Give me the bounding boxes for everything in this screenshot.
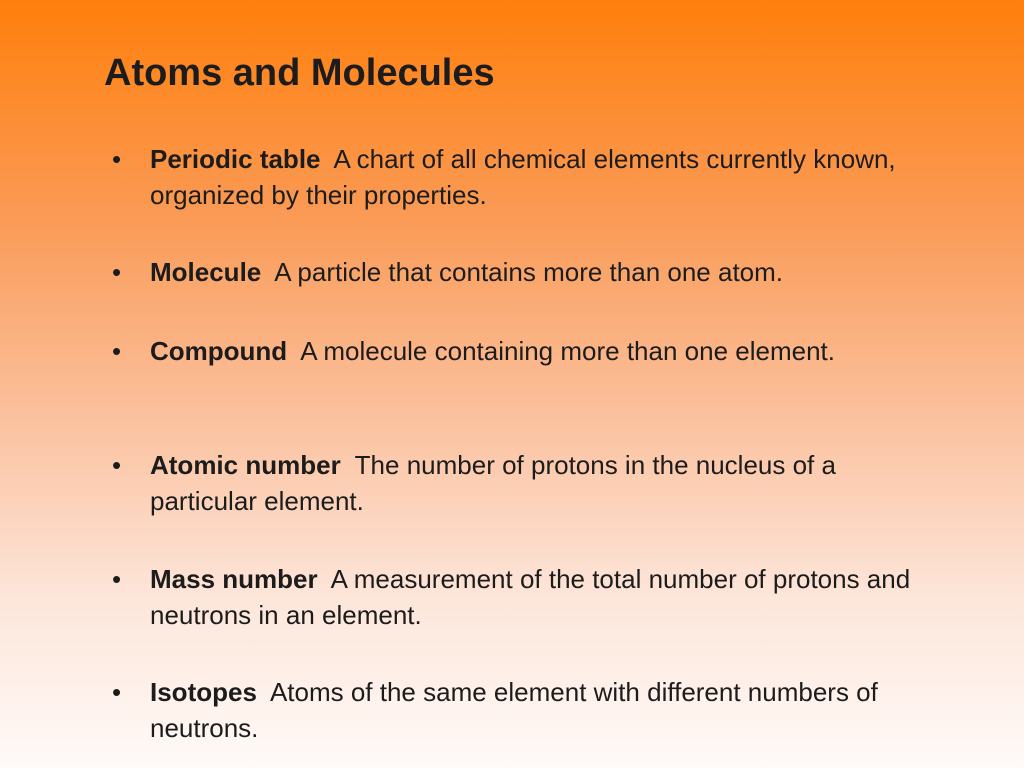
bullet-text xyxy=(150,141,950,213)
term-label: Periodic table xyxy=(150,144,321,174)
definition-text: A chart of all chemical elements currently known, organized by their properties. xyxy=(150,144,896,210)
bullet-text xyxy=(150,447,950,519)
term-label: Molecule xyxy=(150,257,262,287)
bullet-icon: • xyxy=(112,144,122,174)
bullet-text xyxy=(150,333,950,369)
definition-text: A particle that contains more than one atom. xyxy=(274,257,784,287)
bullet-text xyxy=(150,561,950,633)
slide-title: Atoms and Molecules xyxy=(104,52,495,94)
term-label: Mass number xyxy=(150,564,318,594)
definition-text: The number of protons in the nucleus of a particular element. xyxy=(150,450,836,516)
bullet-icon: • xyxy=(112,257,122,287)
bullet-text xyxy=(150,254,950,290)
bullet-icon: • xyxy=(112,677,122,707)
bullet-icon: • xyxy=(112,450,122,480)
bullet-icon: • xyxy=(112,336,122,366)
definition-text: Atoms of the same element with different numbers of neutrons. xyxy=(150,677,878,743)
bullet-icon: • xyxy=(112,564,122,594)
term-label: Compound xyxy=(150,336,288,366)
term-label: Isotopes xyxy=(150,677,257,707)
term-label: Atomic number xyxy=(150,450,341,480)
definition-text: A measurement of the total number of protons and neutrons in an element. xyxy=(150,564,911,630)
definition-text: A molecule containing more than one element. xyxy=(300,336,835,366)
bullet-text xyxy=(150,674,950,746)
